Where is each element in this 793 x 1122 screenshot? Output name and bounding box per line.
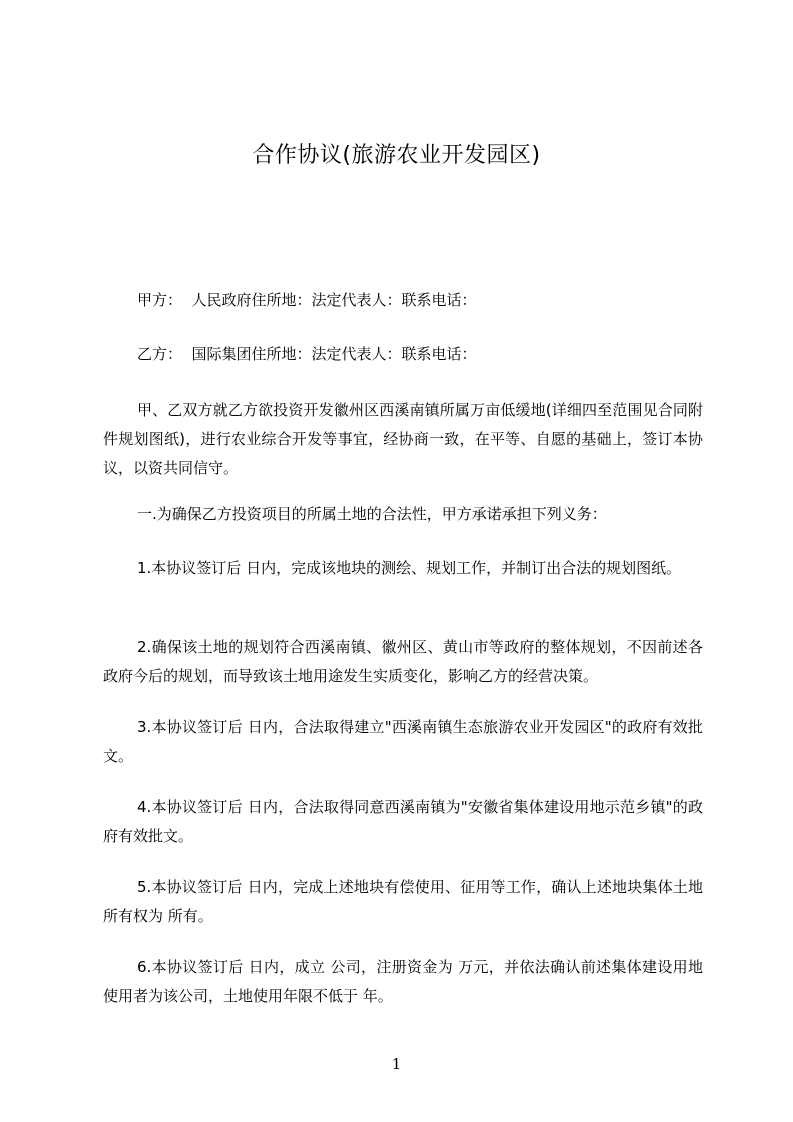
list-item: 4.本协议签订后 日内，合法取得同意西溪南镇为"安徽省集体建设用地示范乡镇"的政府有效批文。	[103, 798, 703, 845]
section-heading: 一.为确保乙方投资项目的所属土地的合法性，甲方承诺承担下列义务：	[137, 505, 607, 523]
list-item: 3.本协议签订后 日内，合法取得建立"西溪南镇生态旅游农业开发园区"的政府有效批文。	[103, 718, 703, 765]
page-number: 1	[391, 1055, 402, 1073]
party-a-line: 甲方： 人民政府住所地：法定代表人：联系电话：	[137, 291, 477, 309]
list-item: 5.本协议签订后 日内，完成上述地块有偿使用、征用等工作，确认上述地块集体土地所有权为 所有。	[103, 878, 703, 925]
party-b-line: 乙方： 国际集团住所地：法定代表人：联系电话：	[137, 345, 477, 363]
intro-paragraph: 甲、乙双方就乙方欲投资开发徽州区西溪南镇所属万亩低缓地(详细四至范围见合同附件规划图纸)，进行农业综合开发等事宜，经协商一致，在平等、自愿的基础上，签订本协议，以资共同信守。	[103, 401, 703, 477]
list-item: 2.确保该土地的规划符合西溪南镇、徽州区、黄山市等政府的整体规划，不因前述各政府今后的规划，而导致该土地用途发生实质变化，影响乙方的经营决策。	[103, 638, 703, 685]
list-item: 1.本协议签订后 日内，完成该地块的测绘、规划工作，并制订出合法的规划图纸。	[137, 559, 682, 577]
document-title: 合作协议(旅游农业开发园区)	[252, 143, 541, 168]
list-item: 6.本协议签订后 日内，成立 公司，注册资金为 万元，并依法确认前述集体建设用地使用者为该公司，土地使用年限不低于 年。	[103, 958, 703, 1005]
